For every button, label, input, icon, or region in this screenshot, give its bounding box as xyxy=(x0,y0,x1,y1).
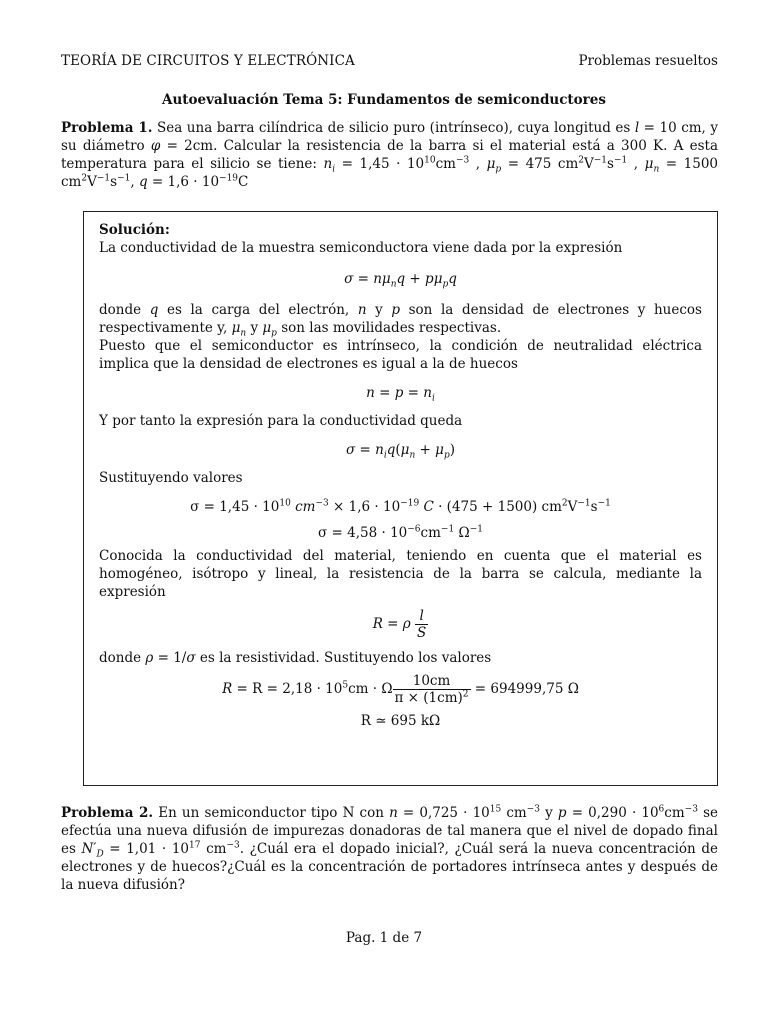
equation-conductivity: $\sigma = n\mu_nq + p\mu_pq$ xyxy=(344,271,457,290)
running-header-left: TEORÍA DE CIRCUITOS Y ELECTRÓNICA xyxy=(61,53,355,69)
problem-2-label: Problema 2. xyxy=(61,805,154,821)
solution-text-4: Y por tanto la expresión para la conductividad queda xyxy=(99,413,463,429)
equation-intrinsic-conductivity: $\sigma = n_iq(\mu_n + \mu_p)$ xyxy=(346,442,455,461)
solution-heading: Solución: xyxy=(99,222,170,238)
equation-resistance-value: $R = R = 2,18 \cdot 10^5cm \cdot \Omega$ $\frac{10cm}{\pi \times (1cm)^2}$ = 694999,75 Ω xyxy=(222,673,579,706)
equation-resistance-result: R ≃ 695 kΩ xyxy=(360,713,441,729)
problem-2-statement: Problema 2. En un semiconductor tipo N con $n = 0,725 \cdot 10^{15}$ $cm^{-3}$ y $p = 0,290 \cdot 10^6cm^{-3}$ se efectúa una nueva difusión de impurezas donadoras de tal manera que el nivel de dopado final es $N'_D = 1,01 \cdot 10^{17}$ $cm^{-3}$. ¿Cuál era el dopado inicial?, ¿Cuál será la nueva concentración de electrones y de huecos?¿Cuál es la concentración de portadores intrínseca antes y después de la nueva difusión? xyxy=(61,804,719,893)
equation-resistance: R = ρ $\frac{l}{S}$ xyxy=(372,608,427,641)
running-header-right: Problemas resueltos xyxy=(578,53,718,69)
equation-neutrality: $n = p = n_i$ xyxy=(366,385,435,404)
solution-text-3: Puesto que el semiconductor es intrínseco, la condición de neutralidad eléctrica implica que la densidad de electrones es igual a la de huecos xyxy=(99,338,702,372)
solution-text-2: donde q es la carga del electrón, n y p son la densidad de electrones y huecos respectivamente y, $\mu_n$ y $\mu_p$ son las movilidades respectivas. xyxy=(99,302,702,339)
solution-text-6: Conocida la conductividad del material, teniendo en cuenta que el material es homogéneo, isótropo y lineal, la resistencia de la barra se calcula, mediante la expresión xyxy=(99,548,702,600)
problem-1-statement: Problema 1. Sea una barra cilíndrica de silicio puro (intrínseco), cuya longitud es l = 10 cm, y su diámetro φ = 2cm. Calcular la resistencia de la barra si el material está a 300 K. A esta temperatura para el silicio se tiene: $n_i = 1,45 \cdot 10^{10}cm^{-3}$ , $\mu_p = 475$ $cm^2V^{-1}s^{-1}$ , $\mu_n = 1500$ $cm^2V^{-1}s^{-1}$, $q = 1,6 \cdot 10^{-19}C$ xyxy=(61,120,718,190)
solution-text-5: Sustituyendo valores xyxy=(99,470,243,486)
equation-substitution: $\sigma = 1,45 \cdot 10^{10}$ $cm^{-3} \times 1,6 \cdot 10^{-19}$ C · (475 + 1500) $cm^2V^{-1}s^{-1}$ xyxy=(190,498,611,515)
page-footer: Pag. 1 de 7 xyxy=(345,930,423,946)
problem-1-label: Problema 1. xyxy=(61,120,153,136)
solution-box xyxy=(83,211,718,786)
solution-text-1: La conductividad de la muestra semiconductora viene dada por la expresión xyxy=(99,240,623,256)
solution-text-7: donde ρ = 1/σ es la resistividad. Sustituyendo los valores xyxy=(99,650,492,666)
document-title: Autoevaluación Tema 5: Fundamentos de semiconductores xyxy=(162,92,606,108)
equation-conductivity-value: $\sigma = 4,58 \cdot 10^{-6}cm^{-1}$ $\Omega^{-1}$ xyxy=(318,524,483,541)
